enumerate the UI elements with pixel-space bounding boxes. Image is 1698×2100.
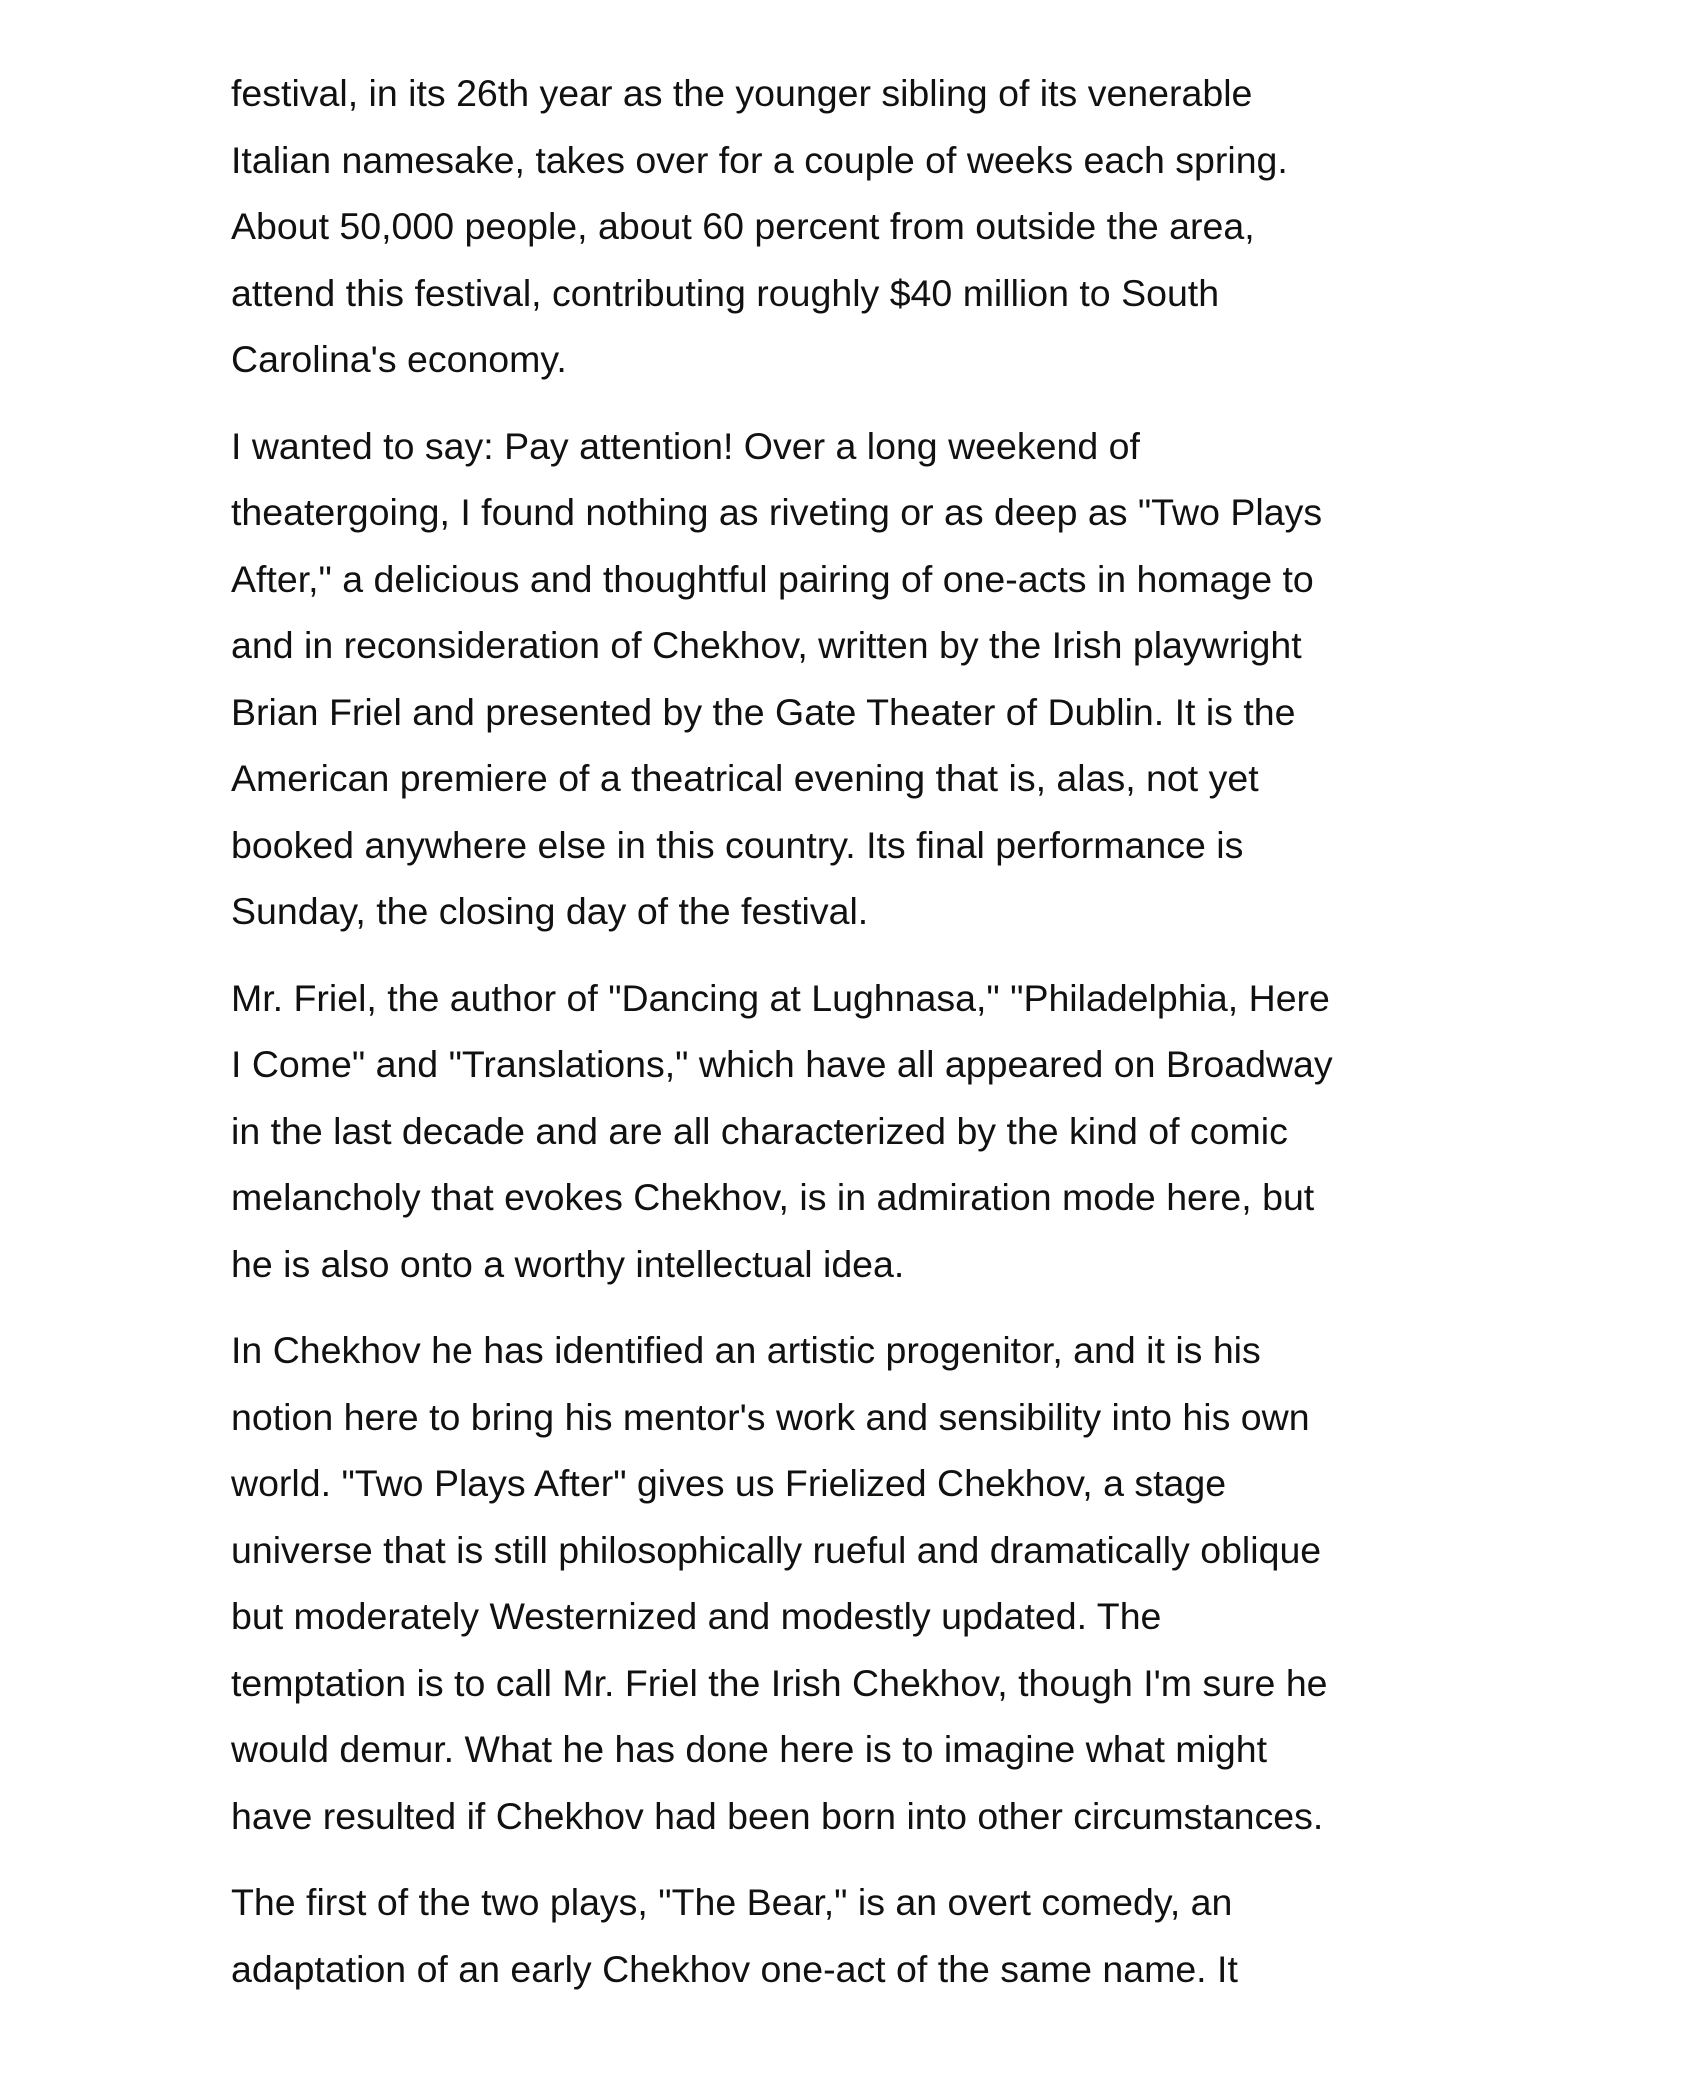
text-line: Mr. Friel, the author of "Dancing at Lughnasa," "Philadelphia, Here bbox=[231, 976, 1330, 1019]
text-line: adaptation of an early Chekhov one-act of the same name. It bbox=[231, 1947, 1238, 1990]
paragraph-mr-friel bbox=[231, 965, 1471, 1298]
text-line: Sunday, the closing day of the festival. bbox=[231, 890, 869, 932]
text-line: Carolina's economy. bbox=[231, 338, 567, 380]
article-body bbox=[231, 60, 1471, 2022]
text-line: In Chekhov he has identified an artistic progenitor, and it is his bbox=[231, 1329, 1261, 1371]
paragraph-chekhov-progenitor bbox=[231, 1317, 1471, 1849]
text-line: Brian Friel and presented by the Gate Theater of Dublin. It is the bbox=[231, 690, 1296, 733]
text-line: have resulted if Chekhov had been born into other circumstances. bbox=[231, 1794, 1324, 1837]
text-line: attend this festival, contributing roughly $40 million to South bbox=[231, 271, 1220, 314]
text-line: festival, in its 26th year as the younger sibling of its venerable bbox=[231, 72, 1253, 114]
text-line: American premiere of a theatrical evening that is, alas, not yet bbox=[231, 757, 1259, 799]
text-line: The first of the two plays, "The Bear," is an overt comedy, an bbox=[231, 1881, 1233, 1923]
text-line: melancholy that evokes Chekhov, is in admiration mode here, but bbox=[231, 1176, 1315, 1218]
text-line: notion here to bring his mentor's work and sensibility into his own bbox=[231, 1395, 1310, 1438]
text-line: theatergoing, I found nothing as riveting or as deep as "Two Plays bbox=[231, 491, 1323, 533]
text-line: temptation is to call Mr. Friel the Irish Chekhov, though I'm sure he bbox=[231, 1661, 1328, 1704]
paragraph-pay-attention bbox=[231, 413, 1471, 945]
text-line: booked anywhere else in this country. Its final performance is bbox=[231, 823, 1244, 866]
text-line: Italian namesake, takes over for a couple of weeks each spring. bbox=[231, 138, 1288, 181]
text-line: he is also onto a worthy intellectual idea. bbox=[231, 1242, 905, 1285]
text-line: I Come" and "Translations," which have all appeared on Broadway bbox=[231, 1043, 1333, 1085]
text-line: in the last decade and are all characterized by the kind of comic bbox=[231, 1109, 1288, 1152]
text-line: but moderately Westernized and modestly updated. The bbox=[231, 1595, 1162, 1637]
paragraph-the-bear bbox=[231, 1869, 1471, 2002]
text-line: About 50,000 people, about 60 percent from outside the area, bbox=[231, 205, 1255, 247]
text-line: universe that is still philosophically rueful and dramatically oblique bbox=[231, 1528, 1322, 1571]
text-line: I wanted to say: Pay attention! Over a long weekend of bbox=[231, 424, 1140, 467]
text-line: After," a delicious and thoughtful pairing of one-acts in homage to bbox=[231, 557, 1314, 600]
text-line: would demur. What he has done here is to imagine what might bbox=[231, 1728, 1267, 1770]
text-line: world. "Two Plays After" gives us Frielized Chekhov, a stage bbox=[231, 1462, 1227, 1504]
paragraph-festival bbox=[231, 60, 1471, 393]
text-line: and in reconsideration of Chekhov, written by the Irish playwright bbox=[231, 624, 1302, 666]
